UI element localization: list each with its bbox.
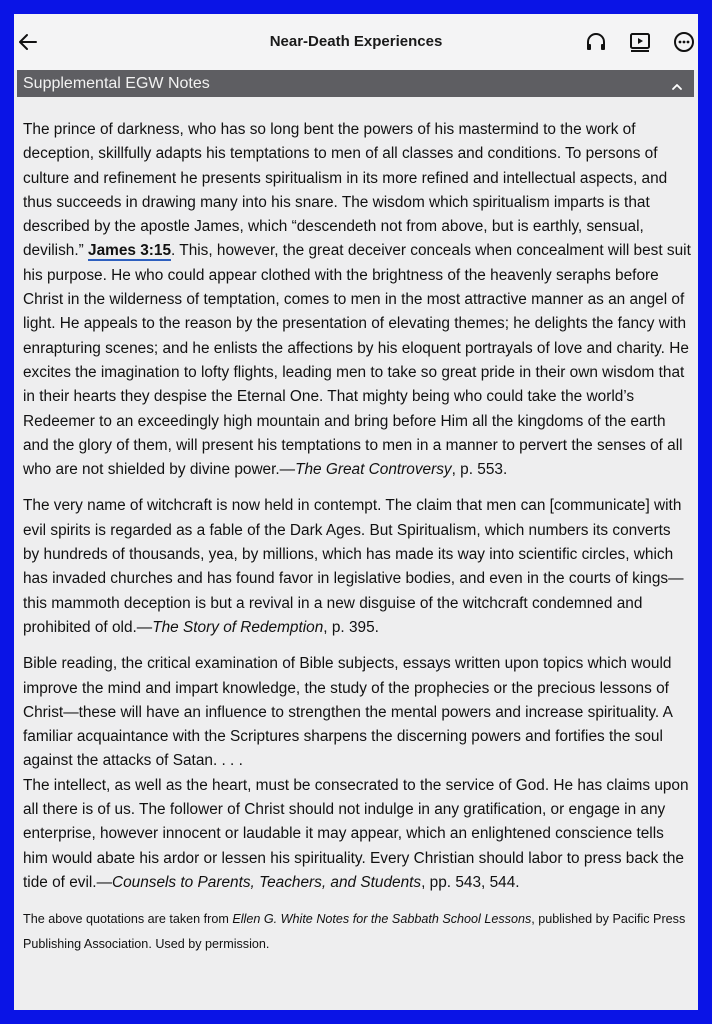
app-frame	[14, 14, 698, 1010]
paragraph-2	[23, 494, 691, 640]
headphones-icon[interactable]	[584, 30, 608, 54]
attribution-footnote	[23, 907, 691, 957]
more-options-icon[interactable]	[672, 30, 696, 54]
paragraph-text: The intellect, as well as the heart, must be consecrated to the service of God. He has claims upon all there is of us. The follower of Christ should not indulge in any gratification, or engage in any enterprise, however innocent or laudable it may appear, which an enlightened conscience tells him would abate his ardor or lessen his spirituality. Every Christian should labor to press back the tide of evil.—	[23, 776, 689, 891]
paragraph-text: The prince of darkness, who has so long bent the powers of his mastermind to the work of deception, skillfully adapts his temptations to men of all classes and conditions. To persons of culture and refinement he presents spiritualism in its more refined and intellectual aspects, and thus succeeds in drawing many into his snare. The wisdom which spiritualism imparts is that described by the apostle James, which “descendeth not from above, but is earthly, sensual, devilish.”	[23, 121, 668, 260]
source-title: The Story of Redemption	[152, 618, 324, 636]
section-header-collapsible[interactable]	[17, 70, 694, 97]
footnote-text: , published by Pacific Press Publishing Association. Used by permission.	[23, 912, 686, 952]
page-reference: , p. 553.	[451, 461, 508, 479]
source-title: Counsels to Parents, Teachers, and Students	[111, 873, 422, 891]
footnote-text: The above quotations are taken from	[23, 912, 233, 927]
paragraph-text: . This, however, the great deceiver conceals when concealment will best suit his purpose. He who could appear clothed with the brightness of the heavenly seraphs before Christ in the wilderness of temptation, comes to men in the most attractive manner as an angel of light. He appeals to the reason by the presentation of elevating themes; he delights the fancy with enrapturing scenes; and he enlists the affections by his eloquent portrayals of love and charity. He excites the imagination to lofty flights, leading men to take so great pride in their own wisdom that in their hearts they despise the Eternal One. That mighty being who could take the world’s Redeemer to an exceedingly high mountain and bring before Him all the kingdoms of the earth and the glory of them, will present his temptations to men in a manner to pervert the senses of all who are not shielded by divine power.—	[23, 242, 691, 479]
footnote-source: Ellen G. White Notes for the Sabbath School Lessons	[232, 912, 532, 927]
scripture-link[interactable]: James 3:15	[88, 242, 172, 260]
section-header-label: Supplemental EGW Notes	[23, 75, 210, 92]
page-reference: , p. 395.	[323, 618, 379, 636]
toolbar-actions	[584, 30, 696, 54]
video-player-icon[interactable]	[628, 30, 652, 54]
paragraph-text: The very name of witchcraft is now held in contempt. The claim that men can [communicate] with evil spirits is regarded as a fable of the Dark Ages. But Spiritualism, which numbers its converts by hundreds of thousands, yea, by millions, which has made its way into scientific circles, which has invaded churches and has found favor in legislative bodies, and even in the courts of kings—this mammoth deception is but a revival in a new disguise of the witchcraft condemned and prohibited of old.—	[23, 497, 684, 636]
top-bar	[14, 14, 698, 70]
page-title: Near-Death Experiences	[269, 33, 443, 50]
notes-content	[23, 118, 691, 957]
source-title: The Great Controversy	[295, 461, 452, 479]
paragraph-3	[23, 652, 691, 895]
paragraph-1	[23, 118, 691, 482]
chevron-up-icon[interactable]	[670, 76, 684, 90]
page-reference: , pp. 543, 544.	[421, 873, 520, 891]
paragraph-text: Bible reading, the critical examination of Bible subjects, essays written upon topics which would improve the mind and impart knowledge, the study of the prophecies or the precious lessons of Christ—these will have an influence to strengthen the mental powers and increase spirituality. A familiar acquaintance with the Scriptures sharpens the discerning powers and fortifies the soul against the attacks of Satan. . . .	[23, 655, 673, 770]
